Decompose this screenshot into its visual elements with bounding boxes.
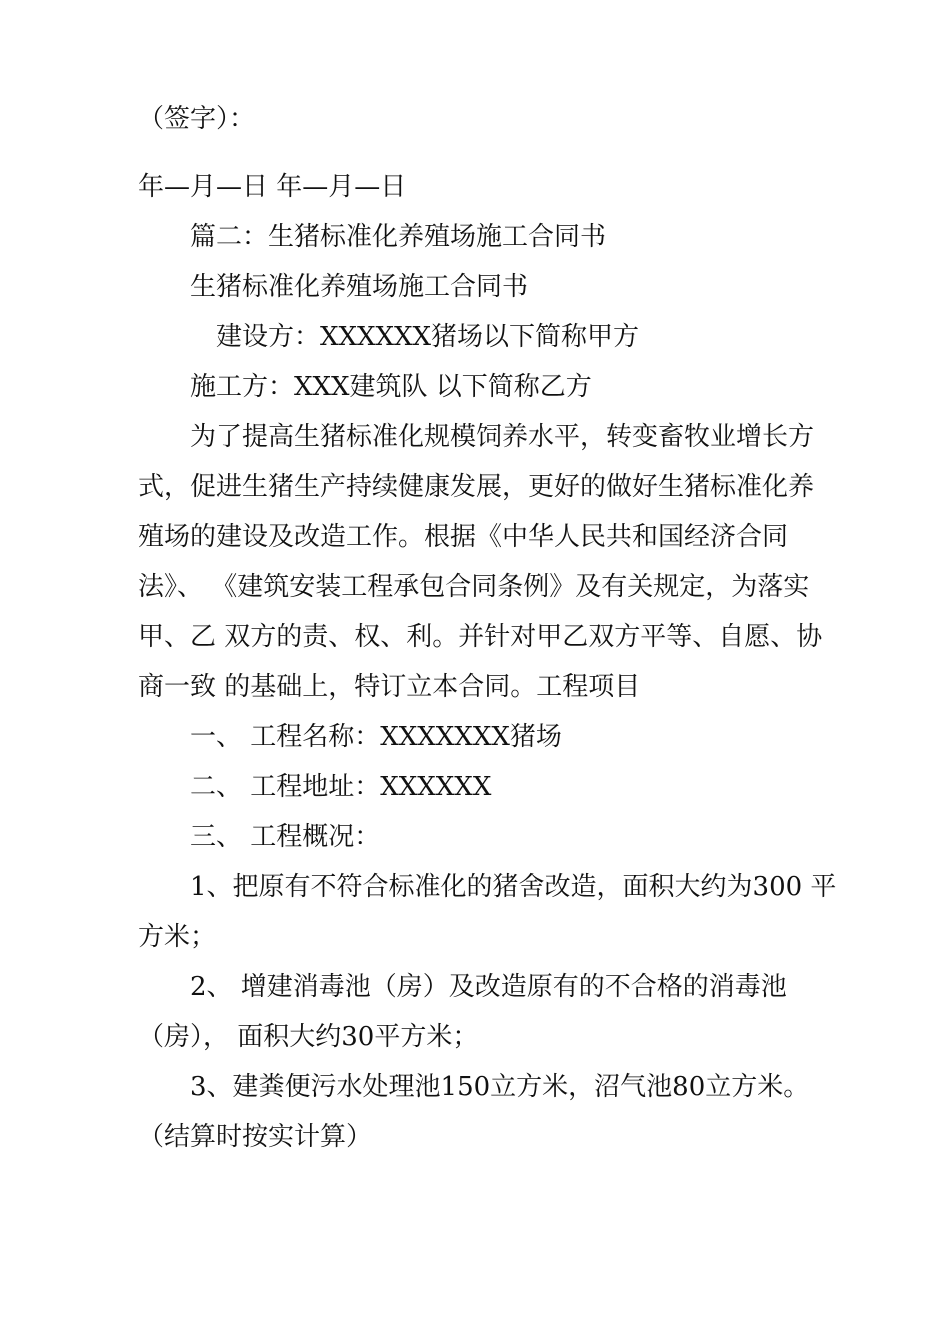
party-b-line: 施工方：XXX建筑队 以下简称乙方 — [190, 372, 592, 402]
project-overview-item: 三、 工程概况： — [190, 822, 381, 852]
settlement-note: （结算时按实计算） — [138, 1122, 373, 1152]
overview-point-2: 2、 增建消毒池（房）及改造原有的不合格的消毒池 — [190, 972, 787, 1002]
signature-line: （签字）： — [138, 104, 256, 134]
paragraph-line: 甲、乙 双方的责、权、利。并针对甲乙双方平等、自愿、协 — [138, 622, 823, 652]
party-a-line: 建设方：XXXXXX猪场以下简称甲方 — [216, 322, 640, 352]
paragraph-line: 商一致 的基础上，特订立本合同。工程项目 — [138, 672, 641, 702]
paragraph-line: 法》、 《建筑安装工程承包合同条例》及有关规定，为落实 — [138, 572, 810, 602]
paragraph-line: 为了提高生猪标准化规模饲养水平，转变畜牧业增长方 — [190, 422, 815, 452]
paragraph-line: 殖场的建设及改造工作。根据《中华人民共和国经济合同 — [138, 522, 789, 552]
overview-point-1: 1、把原有不符合标准化的猪舍改造，面积大约为300 平 — [190, 872, 837, 902]
project-address-item: 二、 工程地址：XXXXXX — [190, 772, 492, 802]
overview-point-3: 3、建粪便污水处理池150立方米，沼气池80立方米。 — [190, 1072, 810, 1102]
overview-point-2-continuation: （房）， 面积大约30平方米； — [138, 1022, 479, 1052]
chapter-heading: 篇二：生猪标准化养殖场施工合同书 — [190, 222, 607, 252]
date-line: 年—月—日 年—月—日 — [138, 172, 407, 202]
contract-title: 生猪标准化养殖场施工合同书 — [190, 272, 529, 302]
paragraph-line: 式，促进生猪生产持续健康发展，更好的做好生猪标准化养 — [138, 472, 815, 502]
overview-point-1-continuation: 方米； — [138, 922, 217, 952]
project-name-item: 一、 工程名称：XXXXXXX猪场 — [190, 722, 562, 752]
